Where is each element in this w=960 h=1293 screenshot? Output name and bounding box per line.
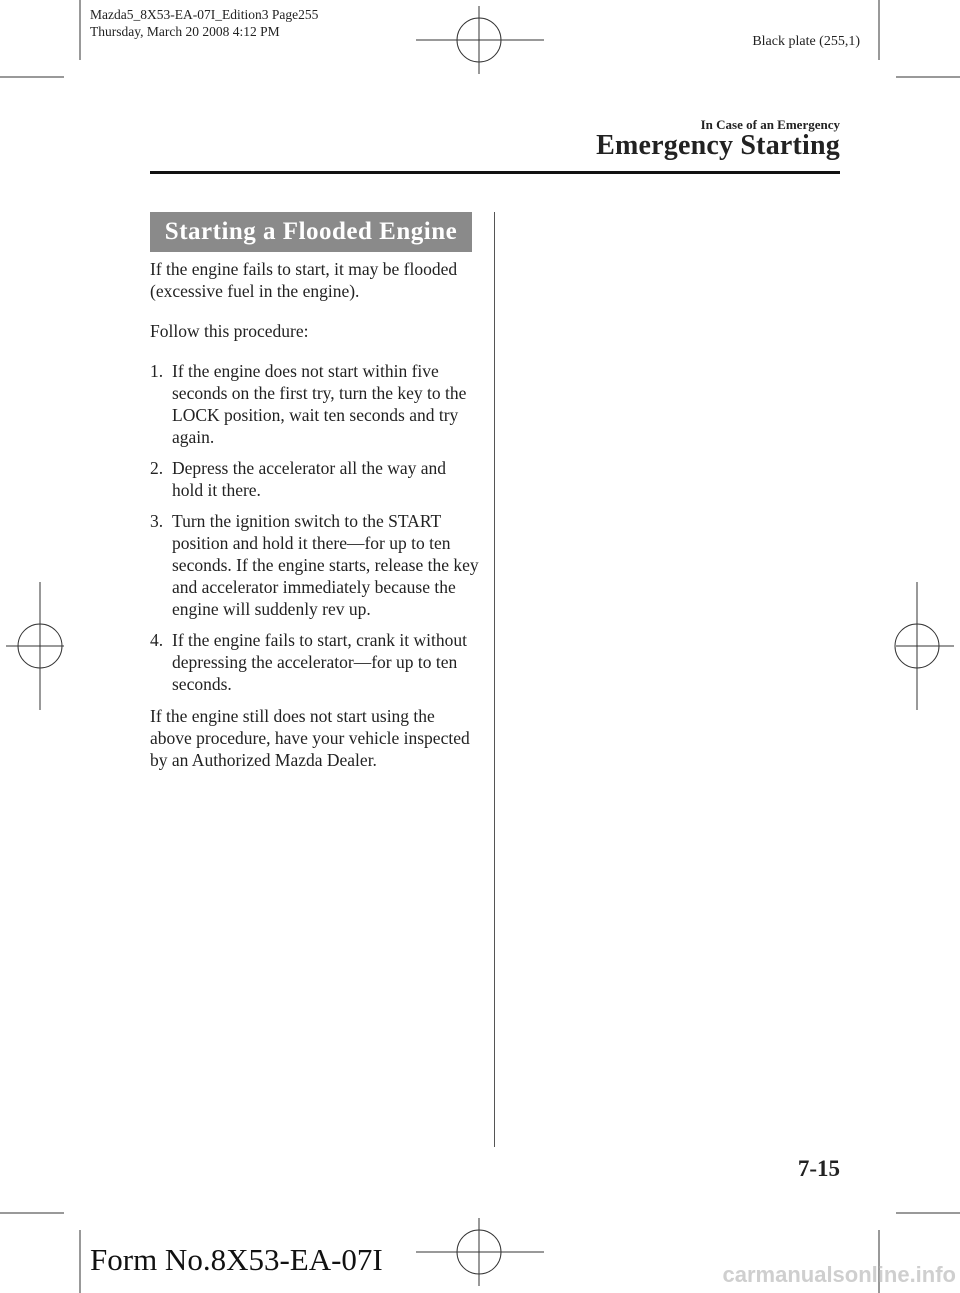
step-text: Turn the ignition switch to the START position and hold it there―for up to ten seconds. If the engine starts, release the key and accelerator immediately because the engine will suddenly rev up. (172, 511, 479, 619)
registration-target-top (416, 6, 544, 74)
registration-target-right (895, 582, 954, 710)
list-item (150, 360, 480, 448)
list-item (150, 510, 480, 620)
closing-paragraph: If the engine still does not start using the above procedure, have your vehicle inspected by an Authorized Mazda Dealer. (150, 706, 470, 770)
form-number: Form No.8X53-EA-07I (90, 1242, 383, 1277)
step-text: If the engine does not start within five seconds on the first try, turn the key to the LOCK position, wait ten seconds and try again. (172, 361, 467, 447)
step-number: 2. (150, 458, 164, 478)
step-number: 1. (150, 361, 164, 381)
intro-paragraph: If the engine fails to start, it may be flooded (excessive fuel in the engine). (150, 259, 458, 301)
list-item (150, 457, 480, 501)
list-item (150, 629, 480, 695)
section-title: Emergency Starting (596, 130, 840, 161)
step-number: 3. (150, 511, 164, 531)
print-meta-date: Thursday, March 20 2008 4:12 PM (90, 24, 280, 39)
watermark: carmanualsonline.info (722, 1262, 956, 1287)
procedure-steps (150, 360, 480, 695)
registration-target-left (6, 582, 64, 710)
subsection-heading: Starting a Flooded Engine (150, 212, 472, 252)
print-metadata (90, 6, 318, 40)
section-label: In Case of an Emergency (700, 117, 840, 132)
step-text: If the engine fails to start, crank it without depressing the accelerator―for up to ten seconds. (172, 630, 467, 694)
title-rule (150, 171, 840, 174)
body-text (150, 258, 480, 771)
registration-target-bottom (416, 1218, 544, 1286)
lead-paragraph: Follow this procedure: (150, 321, 309, 341)
print-meta-file: Mazda5_8X53-EA-07I_Edition3 Page255 (90, 7, 319, 22)
plate-label: Black plate (255,1) (752, 34, 860, 49)
page-number: 7-15 (797, 1156, 840, 1181)
step-text: Depress the accelerator all the way and hold it there. (172, 458, 447, 500)
column-divider (494, 212, 495, 1147)
step-number: 4. (150, 630, 164, 650)
